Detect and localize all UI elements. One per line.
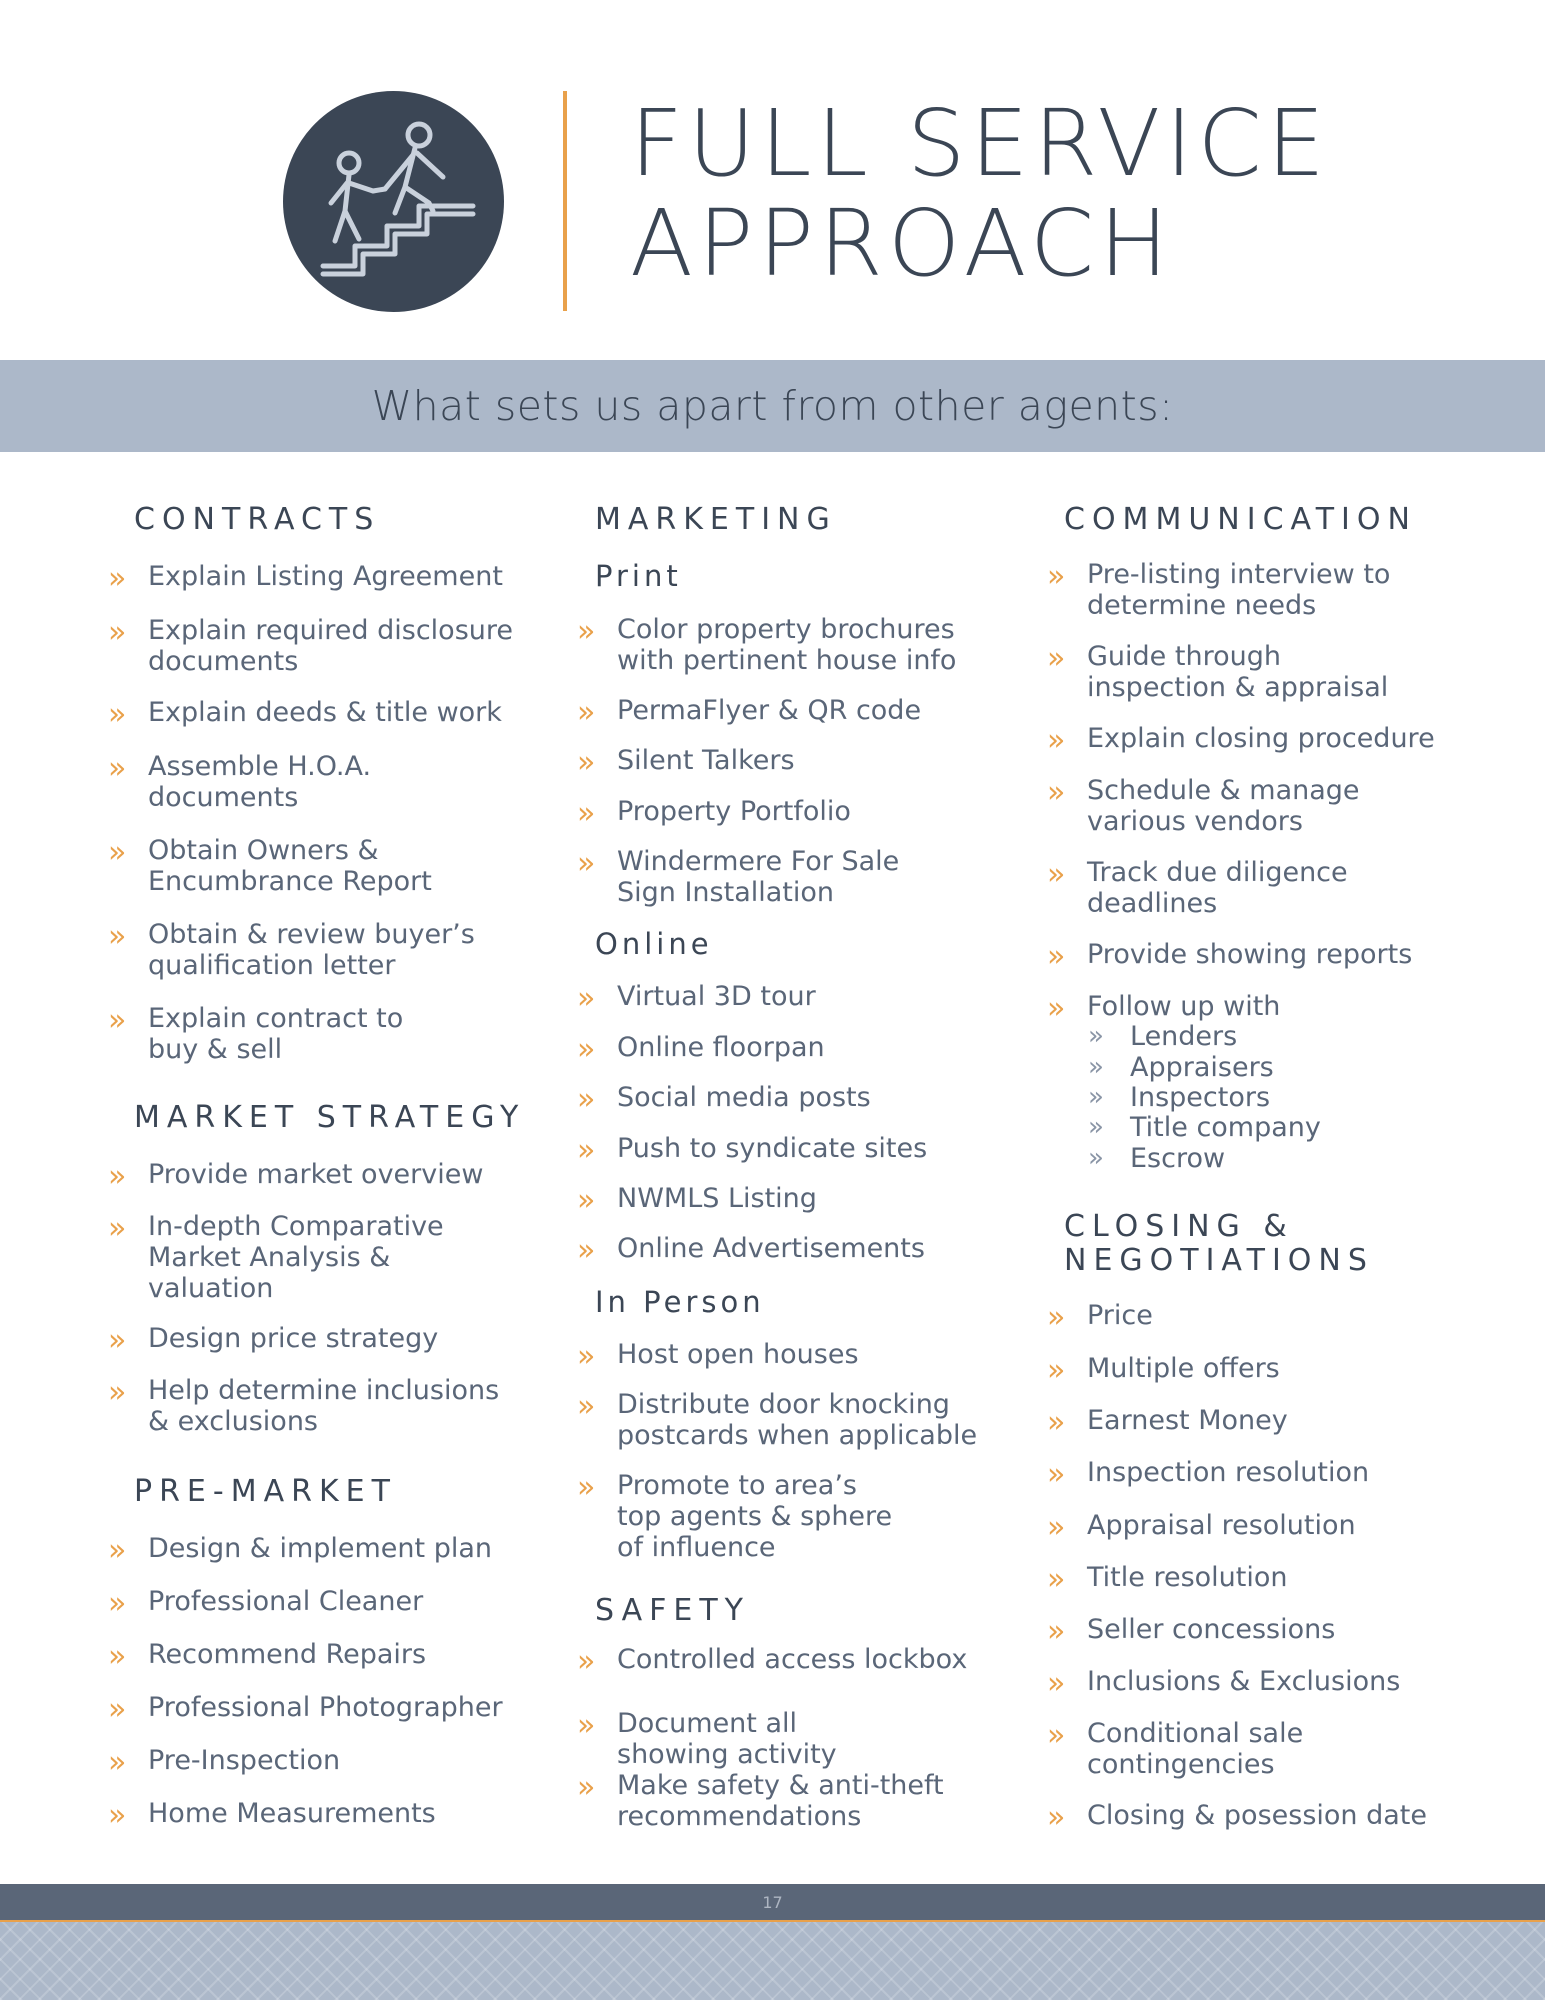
list-item-text: Professional Cleaner [148,1586,424,1617]
list-item-text: Inclusions & Exclusions [1087,1666,1401,1697]
chevron-bullet-icon: » [108,1533,127,1568]
marketing-heading: MARKETING [595,502,837,537]
chevron-bullet-icon: » [577,846,596,881]
list-item [577,1708,837,1770]
chevron-bullet-icon: » [108,561,127,596]
chevron-bullet-icon: » [1047,1353,1066,1388]
list-item-text: contingencies [1087,1749,1275,1780]
list-item-text: Provide showing reports [1087,939,1413,970]
list-item-text: buy & sell [148,1034,283,1065]
list-item-text: Design price strategy [148,1323,439,1354]
contracts-heading: CONTRACTS [134,502,381,537]
list-item-text: of influence [617,1532,776,1563]
list-item-text: postcards when applicable [617,1420,978,1451]
chevron-bullet-icon: » [577,1233,596,1268]
list-item-text: Obtain Owners & [148,835,379,866]
list-item-text: NWMLS Listing [617,1183,817,1214]
list-item-text: Pre-Inspection [148,1745,341,1776]
list-item-text: Guide through [1087,641,1281,672]
list-item [108,1211,444,1304]
chevron-bullet-icon: » [108,1798,127,1833]
chevron-bullet-icon: » [108,1003,127,1038]
list-item-text: Explain closing procedure [1087,723,1435,754]
list-item [1047,1510,1356,1545]
chevron-bullet-icon: » [1047,1300,1066,1335]
list-item-text: Promote to area’s [617,1470,857,1501]
list-item-text: Conditional sale [1087,1718,1304,1749]
chevron-bullet-icon: » [1088,1021,1104,1051]
list-item-text: Sign Installation [617,877,835,908]
sub-list-item [1088,1021,1238,1052]
chevron-bullet-icon: » [1047,1800,1066,1835]
chevron-bullet-icon: » [577,695,596,730]
chevron-bullet-icon: » [577,1770,596,1805]
list-item-text: Pre-listing interview to [1087,559,1391,590]
list-item [1047,723,1435,758]
sub-list-item-text: Inspectors [1130,1082,1271,1113]
chevron-bullet-icon: » [577,1032,596,1067]
list-item-text: & exclusions [148,1406,319,1437]
list-item-text: Explain contract to [148,1003,404,1034]
chevron-bullet-icon: » [108,751,127,786]
list-item [577,846,900,908]
list-item [1047,559,1391,621]
list-item-text: determine needs [1087,590,1317,621]
list-item [108,919,475,981]
list-item-text: Color property brochures [617,614,955,645]
list-item-text: Seller concessions [1087,1614,1336,1645]
list-item-text: Multiple offers [1087,1353,1280,1384]
chevron-bullet-icon: » [577,1183,596,1218]
list-item [1047,1457,1370,1492]
chevron-bullet-icon: » [577,614,596,649]
list-item-text: documents [148,782,299,813]
chevron-bullet-icon: » [108,1745,127,1780]
chevron-bullet-icon: » [577,981,596,1016]
chevron-bullet-icon: » [1088,1082,1104,1112]
list-item-text: Price [1087,1300,1153,1331]
sub-list-item-text: Escrow [1130,1143,1226,1174]
list-item [108,835,432,897]
list-item-text: Silent Talkers [617,745,795,776]
list-item [108,1586,424,1621]
title-line-1: FULL SERVICE [630,90,1330,197]
list-item [577,1644,968,1679]
chevron-bullet-icon: » [108,1586,127,1621]
list-item [1047,991,1281,1026]
list-item [108,1375,500,1437]
list-item [1047,775,1360,837]
list-item-text: Explain Listing Agreement [148,561,503,592]
chevron-bullet-icon: » [577,1082,596,1117]
chevron-bullet-icon: » [1047,775,1066,810]
chevron-bullet-icon: » [577,1389,596,1424]
list-item [108,1745,341,1780]
list-item-text: Follow up with [1087,991,1281,1022]
list-item [1047,1666,1401,1701]
sub-list-item-text: Lenders [1130,1021,1238,1052]
list-item [577,1389,978,1451]
list-item-text: Windermere For Sale [617,846,900,877]
list-item [577,796,851,831]
chevron-bullet-icon: » [1047,1457,1066,1492]
list-item [577,981,816,1016]
list-item-text: Push to syndicate sites [617,1133,928,1164]
list-item-text: Online Advertisements [617,1233,925,1264]
list-item-text: Explain required disclosure [148,615,514,646]
list-item [1047,1718,1304,1780]
list-item [108,615,514,677]
chevron-bullet-icon: » [1047,1666,1066,1701]
chevron-bullet-icon: » [577,1708,596,1743]
list-item-text: Home Measurements [148,1798,436,1829]
chevron-bullet-icon: » [1047,857,1066,892]
list-item-text: Schedule & manage [1087,775,1360,806]
list-item-text: Controlled access lockbox [617,1644,968,1675]
page-number: 17 [762,1892,783,1912]
people-climbing-stairs-icon [283,91,504,312]
list-item [108,1692,503,1727]
list-item [108,1003,404,1065]
list-item-text: Virtual 3D tour [617,981,816,1012]
closing-heading-line-2: NEGOTIATIONS [1064,1243,1374,1278]
list-item-text: Make safety & anti-theft [617,1770,944,1801]
chevron-bullet-icon: » [108,835,127,870]
list-item-text: Document all [617,1708,798,1739]
chevron-bullet-icon: » [108,919,127,954]
list-item-text: valuation [148,1273,274,1304]
list-item-text: top agents & sphere [617,1501,893,1532]
list-item [577,745,795,780]
print-subheading: Print [595,559,682,593]
list-item-text: Recommend Repairs [148,1639,427,1670]
list-item [577,1233,925,1268]
chevron-bullet-icon: » [1088,1112,1104,1142]
chevron-bullet-icon: » [1088,1052,1104,1082]
list-item [577,1032,825,1067]
in-person-subheading: In Person [595,1285,765,1319]
list-item-text: Provide market overview [148,1159,484,1190]
chevron-bullet-icon: » [1047,1614,1066,1649]
list-item-text: documents [148,646,299,677]
list-item-text: In-depth Comparative [148,1211,444,1242]
sub-list-item-text: Appraisers [1130,1052,1274,1083]
list-item [108,561,503,596]
list-item-text: Market Analysis & [148,1242,391,1273]
chevron-bullet-icon: » [577,745,596,780]
chevron-bullet-icon: » [108,1211,127,1246]
list-item-text: showing activity [617,1739,837,1770]
list-item [1047,641,1389,703]
list-item [108,1159,484,1194]
list-item [108,1798,436,1833]
list-item [108,751,372,813]
list-item [577,614,957,676]
chevron-bullet-icon: » [1047,1562,1066,1597]
chevron-bullet-icon: » [108,697,127,732]
chevron-bullet-icon: » [1047,559,1066,594]
sub-list-item [1088,1082,1271,1113]
banner-text: What sets us apart from other agents: [371,382,1174,430]
chevron-bullet-icon: » [1047,1405,1066,1440]
list-item-text: Obtain & review buyer’s [148,919,475,950]
list-item [1047,939,1413,974]
list-item-text: qualification letter [148,950,396,981]
list-item [1047,1405,1288,1440]
chevron-bullet-icon: » [1047,1718,1066,1753]
list-item-text: Closing & posession date [1087,1800,1427,1831]
list-item-text: Appraisal resolution [1087,1510,1356,1541]
list-item-text: Distribute door knocking [617,1389,950,1420]
list-item-text: Encumbrance Report [148,866,432,897]
chevron-bullet-icon: » [577,1133,596,1168]
chevron-bullet-icon: » [1047,641,1066,676]
chevron-bullet-icon: » [108,1375,127,1410]
chevron-bullet-icon: » [1047,939,1066,974]
list-item-text: Design & implement plan [148,1533,492,1564]
sub-list-item-text: Title company [1130,1112,1321,1143]
list-item-text: Assemble H.O.A. [148,751,372,782]
list-item [108,1323,439,1358]
closing-heading-line-1: CLOSING & [1064,1209,1294,1244]
list-item-text: Host open houses [617,1339,859,1370]
list-item-text: deadlines [1087,888,1218,919]
page-title [630,90,1330,297]
chevron-bullet-icon: » [1047,1510,1066,1545]
list-item [1047,1800,1427,1835]
list-item-text: Help determine inclusions [148,1375,500,1406]
list-item-text: recommendations [617,1801,862,1832]
footer-pattern [0,1922,1545,2000]
list-item [108,697,502,732]
chevron-bullet-icon: » [1047,723,1066,758]
list-item [1047,857,1348,919]
title-line-2: APPROACH [630,190,1174,297]
list-item-text: with pertinent house info [617,645,957,676]
chevron-bullet-icon: » [1088,1143,1104,1173]
list-item [577,1339,859,1374]
list-item-text: PermaFlyer & QR code [617,695,922,726]
list-item-text: Property Portfolio [617,796,851,827]
list-item-text: Explain deeds & title work [148,697,502,728]
chevron-bullet-icon: » [577,1339,596,1374]
list-item-text: Inspection resolution [1087,1457,1370,1488]
list-item-text: Title resolution [1087,1562,1288,1593]
list-item [577,1133,928,1168]
sub-list-item [1088,1052,1274,1083]
pre-market-heading: PRE-MARKET [134,1474,397,1509]
market-strategy-heading: MARKET STRATEGY [134,1100,526,1135]
list-item [577,1082,871,1117]
chevron-bullet-icon: » [1047,991,1066,1026]
chevron-bullet-icon: » [108,615,127,650]
safety-heading: SAFETY [595,1593,750,1628]
chevron-bullet-icon: » [108,1159,127,1194]
chevron-bullet-icon: » [108,1639,127,1674]
online-subheading: Online [595,927,713,961]
list-item-text: Professional Photographer [148,1692,503,1723]
sub-list-item [1088,1143,1226,1174]
list-item-text: Online floorpan [617,1032,825,1063]
list-item-text: various vendors [1087,806,1303,837]
list-item [108,1533,492,1568]
list-item [577,1183,817,1218]
title-divider [563,91,567,311]
sub-list-item [1088,1112,1321,1143]
list-item [577,1770,944,1832]
list-item [108,1639,427,1674]
list-item [1047,1562,1288,1597]
list-item [1047,1353,1280,1388]
list-item [1047,1614,1336,1649]
chevron-bullet-icon: » [108,1692,127,1727]
chevron-bullet-icon: » [108,1323,127,1358]
footer-bar [0,1884,1545,1920]
list-item-text: Track due diligence [1087,857,1348,888]
chevron-bullet-icon: » [577,1644,596,1679]
list-item [577,695,922,730]
list-item-text: Social media posts [617,1082,871,1113]
communication-heading: COMMUNICATION [1064,502,1417,537]
chevron-bullet-icon: » [577,796,596,831]
chevron-bullet-icon: » [577,1470,596,1505]
subtitle-banner [0,360,1545,452]
list-item-text: inspection & appraisal [1087,672,1389,703]
list-item-text: Earnest Money [1087,1405,1288,1436]
list-item [1047,1300,1153,1335]
list-item [577,1470,893,1563]
